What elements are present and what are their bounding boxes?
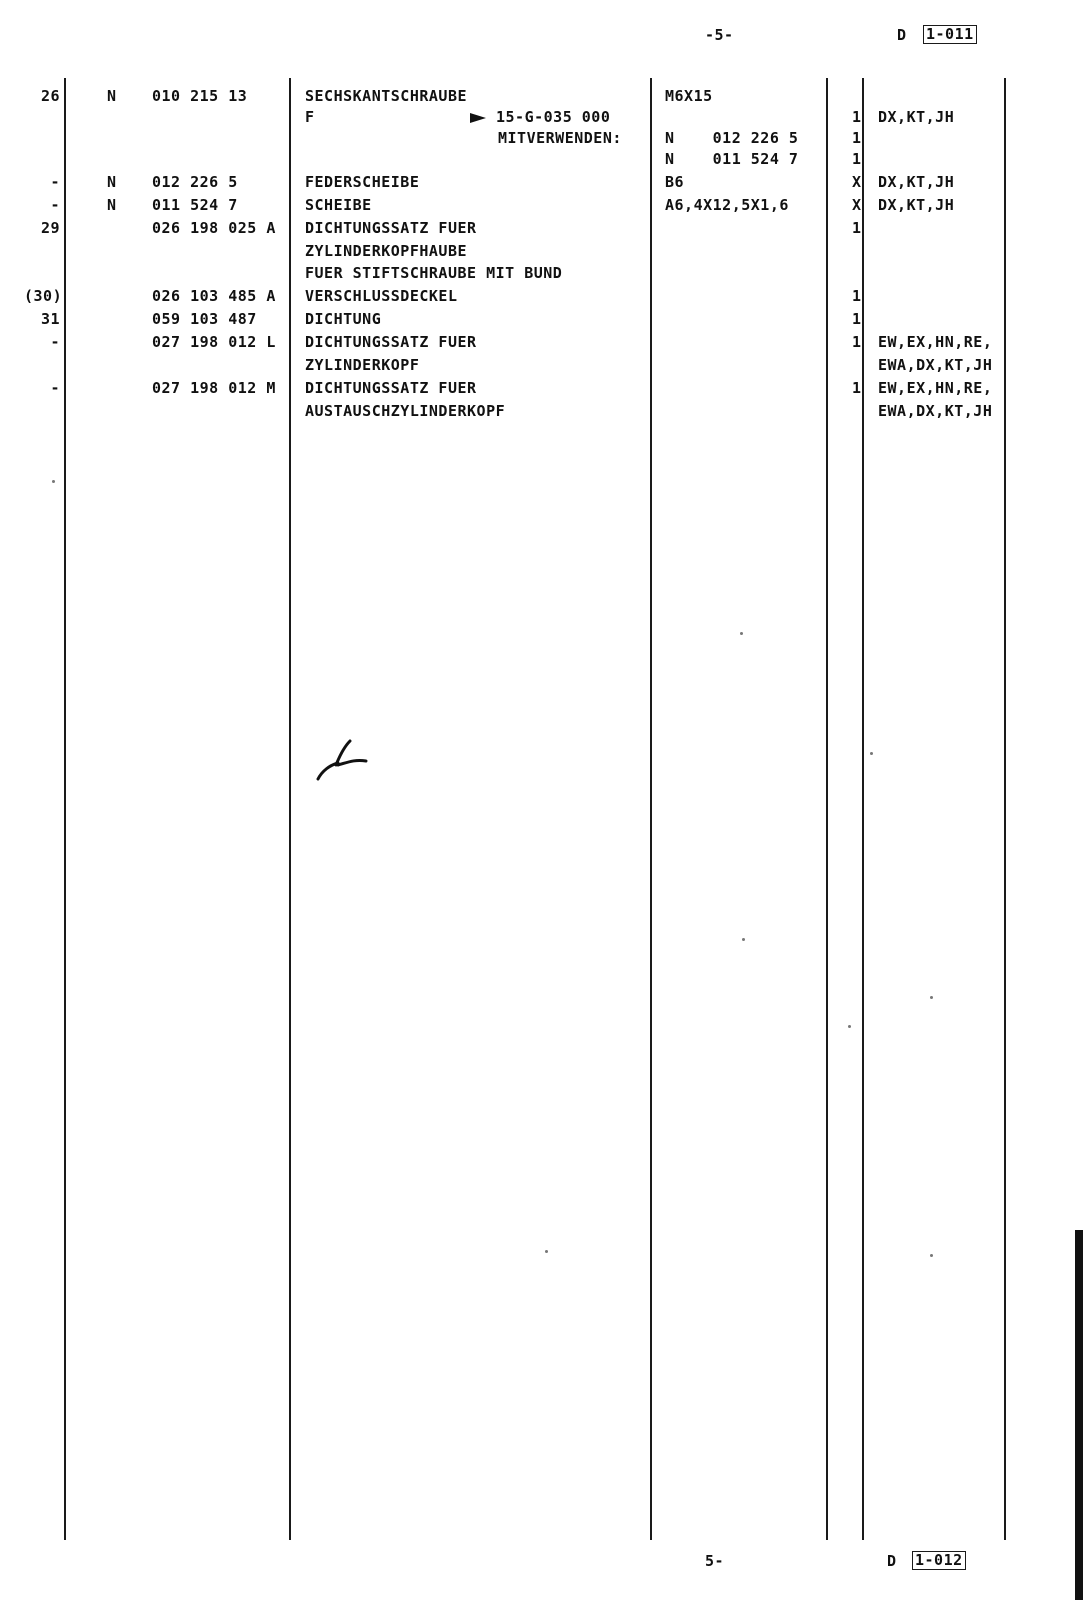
- quantity: 1: [852, 379, 862, 397]
- norm-flag: N: [107, 87, 117, 105]
- model-codes: EW,EX,HN,RE,: [878, 333, 993, 351]
- part-description: AUSTAUSCHZYLINDERKOPF: [305, 402, 506, 420]
- item-number: 26: [40, 87, 60, 105]
- scan-speck: [870, 752, 873, 755]
- part-description: DICHTUNGSSATZ FUER: [305, 219, 477, 237]
- item-number: -: [50, 196, 60, 214]
- item-number: (30): [24, 287, 63, 305]
- quantity: X: [852, 196, 862, 214]
- footer-catalog-prefix: D: [887, 1552, 897, 1570]
- quantity: 1: [852, 219, 862, 237]
- part-number: 012 226 5: [152, 173, 238, 191]
- part-description: SCHEIBE: [305, 196, 372, 214]
- scan-speck: [742, 938, 745, 941]
- part-spec: B6: [665, 173, 685, 191]
- quantity: 1: [852, 150, 862, 168]
- model-codes: EWA,DX,KT,JH: [878, 402, 993, 420]
- arrow-right-icon: [470, 113, 486, 123]
- scan-speck: [930, 996, 933, 999]
- part-description: DICHTUNG: [305, 310, 382, 328]
- part-description: DICHTUNGSSATZ FUER: [305, 333, 477, 351]
- footer-page-number: 5-: [705, 1552, 725, 1570]
- part-spec: M6X15: [665, 87, 713, 105]
- part-number: 010 215 13: [152, 87, 248, 105]
- scan-speck: [930, 1254, 933, 1257]
- part-description: FUER STIFTSCHRAUBE MIT BUND: [305, 264, 563, 282]
- norm-flag: N: [107, 173, 117, 191]
- reference-target-label: 15-G-035 000: [496, 108, 611, 126]
- quantity: 1: [852, 333, 862, 351]
- header-page-ref: 1-011: [923, 25, 977, 44]
- part-description: FEDERSCHEIBE: [305, 173, 420, 191]
- model-codes: EWA,DX,KT,JH: [878, 356, 993, 374]
- scan-edge-shadow: [1075, 1230, 1083, 1600]
- scan-speck: [52, 480, 55, 483]
- part-number: 027 198 012 L: [152, 333, 276, 351]
- column-divider: [650, 78, 652, 1540]
- footer-page-ref: 1-012: [912, 1551, 966, 1570]
- part-spec: A6,4X12,5X1,6: [665, 196, 789, 214]
- part-description: SECHSKANTSCHRAUBE: [305, 87, 468, 105]
- part-number: 059 103 487: [152, 310, 257, 328]
- model-codes: DX,KT,JH: [878, 196, 955, 214]
- reference-target: [470, 108, 610, 126]
- use-with-label: MITVERWENDEN:: [498, 129, 622, 147]
- part-description: F: [305, 108, 315, 126]
- part-description: ZYLINDERKOPF: [305, 356, 420, 374]
- header-page-number: -5-: [705, 26, 734, 44]
- quantity: 1: [852, 108, 862, 126]
- item-number: -: [50, 333, 60, 351]
- quantity: 1: [852, 310, 862, 328]
- item-number: -: [50, 173, 60, 191]
- handwritten-check-mark: [312, 735, 372, 785]
- quantity: 1: [852, 287, 862, 305]
- model-codes: EW,EX,HN,RE,: [878, 379, 993, 397]
- part-number: 027 198 012 M: [152, 379, 276, 397]
- quantity: X: [852, 173, 862, 191]
- scan-speck: [545, 1250, 548, 1253]
- model-codes: DX,KT,JH: [878, 108, 955, 126]
- scan-speck: [848, 1025, 851, 1028]
- scan-speck: [740, 632, 743, 635]
- part-description: DICHTUNGSSATZ FUER: [305, 379, 477, 397]
- part-description: VERSCHLUSSDECKEL: [305, 287, 458, 305]
- norm-flag: N: [107, 196, 117, 214]
- part-description: ZYLINDERKOPFHAUBE: [305, 242, 468, 260]
- column-divider: [862, 78, 864, 1540]
- column-divider: [64, 78, 66, 1540]
- part-number: 011 524 7: [152, 196, 238, 214]
- quantity: 1: [852, 129, 862, 147]
- model-codes: DX,KT,JH: [878, 173, 955, 191]
- header-catalog-prefix: D: [897, 26, 907, 44]
- part-number: 026 198 025 A: [152, 219, 276, 237]
- part-spec: N 011 524 7: [665, 150, 799, 168]
- item-number: 31: [40, 310, 60, 328]
- column-divider: [1004, 78, 1006, 1540]
- part-spec: N 012 226 5: [665, 129, 799, 147]
- column-divider: [289, 78, 291, 1540]
- column-divider: [826, 78, 828, 1540]
- item-number: 29: [40, 219, 60, 237]
- part-number: 026 103 485 A: [152, 287, 276, 305]
- item-number: -: [50, 379, 60, 397]
